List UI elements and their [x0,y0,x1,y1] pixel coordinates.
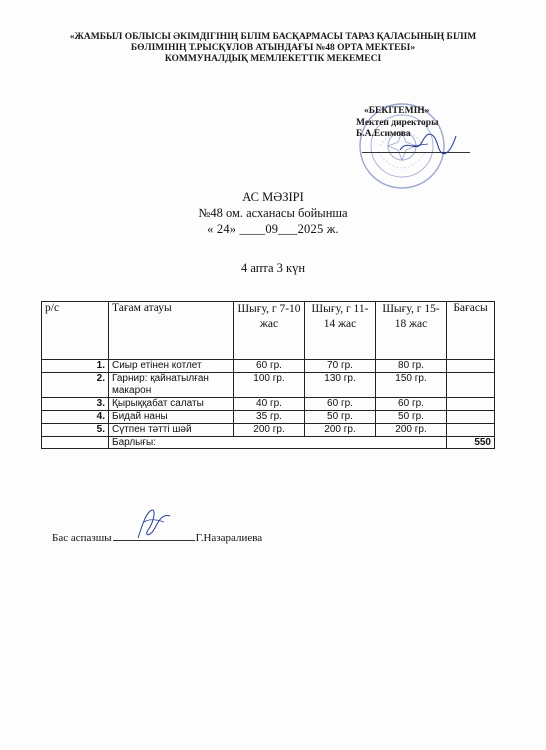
chef-signature-line [113,529,195,541]
header-dish-name: Тағам атауы [109,302,234,360]
total-label: Барлығы: [109,437,447,449]
chef-name: Г.Назаралиева [195,532,263,544]
portion-15-18: 80 гр. [376,360,447,373]
table-row [42,424,495,437]
week-day-label: 4 апта 3 күн [240,261,306,275]
dish-price [447,398,495,411]
portion-11-14: 60 гр. [305,398,376,411]
dish-price [447,411,495,424]
portion-15-18: 150 гр. [376,373,447,398]
header-portion-15-18: Шығу, г 15-18 жас [376,302,447,360]
header-line-3: КОММУНАЛДЫҚ МЕМЛЕКЕТТІК МЕКЕМЕСІ [164,54,382,64]
approval-director-name: Б.А.Есимова [356,129,411,139]
portion-15-18: 50 гр. [376,411,447,424]
chef-role: Бас аспазшы [52,532,112,544]
dish-price [447,424,495,437]
approval-position: Мектеп директоры [356,117,439,128]
total-empty-cell [42,437,109,449]
table-row [42,398,495,411]
portion-7-10: 40 гр. [234,398,305,411]
row-number: 3. [42,398,109,411]
dish-name: Қырыққабат салаты [109,398,234,411]
menu-title: АС МӘЗІРІ [242,190,304,204]
header-portion-11-14: Шығу, г 11-14 жас [305,302,376,360]
portion-15-18: 60 гр. [376,398,447,411]
dish-name: Гарнир: қайнатылған макарон [109,373,234,398]
table-row [42,411,495,424]
portion-15-18: 200 гр. [376,424,447,437]
dish-name: Бидай наны [109,411,234,424]
dish-price [447,360,495,373]
portion-11-14: 50 гр. [305,411,376,424]
header-line-2: БӨЛІМІНІҢ Т.РЫСҚҰЛОВ АТЫНДАҒЫ №48 ОРТА МЕКТЕБІ» [130,43,416,53]
row-number: 2. [42,373,109,398]
portion-7-10: 35 гр. [234,411,305,424]
portion-7-10: 200 гр. [234,424,305,437]
header-line-1: «ЖАМБЫЛ ОБЛЫСЫ ӘКІМДІГІНІҢ БІЛІМ БАСҚАРМАСЫ ТАРАЗ ҚАЛАСЫНЫҢ БІЛІМ [69,32,477,42]
table-row [42,373,495,398]
table-header-row [42,302,495,360]
table-total-row [42,437,495,449]
row-number: 1. [42,360,109,373]
chef-signature-block [52,529,352,544]
portion-7-10: 60 гр. [234,360,305,373]
director-signature-icon [398,128,458,158]
school-header [40,32,506,65]
portion-11-14: 70 гр. [305,360,376,373]
total-value: 550 [447,437,495,449]
menu-date: « 24» ____09___2025 ж. [207,222,339,236]
dish-price [447,373,495,398]
portion-7-10: 100 гр. [234,373,305,398]
header-price: Бағасы [447,302,495,360]
row-number: 4. [42,411,109,424]
approval-heading: «БЕКІТЕМІН» [364,106,430,116]
dish-name: Сиыр етінен котлет [109,360,234,373]
menu-title-block [0,189,546,237]
row-number: 5. [42,424,109,437]
header-portion-7-10: Шығу, г 7-10 жас [234,302,305,360]
portion-11-14: 130 гр. [305,373,376,398]
canteen-subtitle: №48 ом. асханасы бойынша [198,206,348,220]
portion-11-14: 200 гр. [305,424,376,437]
dish-name: Сүтпен тәтті шәй [109,424,234,437]
table-row [42,360,495,373]
header-number: р/с [42,302,109,360]
menu-table [41,301,495,449]
